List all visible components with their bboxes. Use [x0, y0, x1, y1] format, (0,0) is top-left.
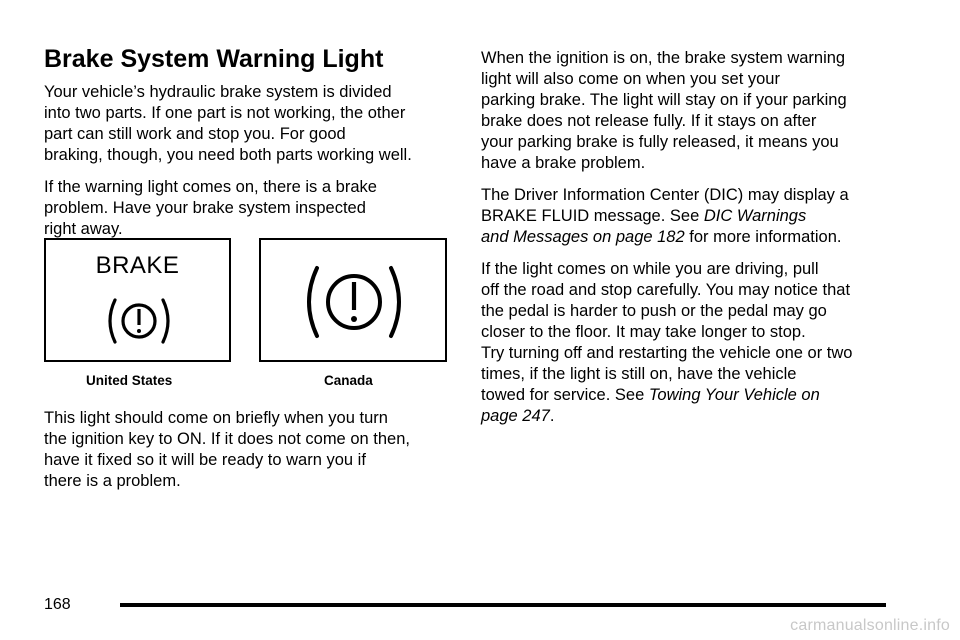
- canada-brake-symbol: [259, 238, 447, 362]
- brake-warning-exclamation-icon: [299, 260, 409, 344]
- brake-warning-exclamation-icon: [101, 292, 177, 348]
- footer-rule: [120, 603, 886, 607]
- parking-brake-paragraph: When the ignition is on, the brake system warning light will also come on when you set your parking brake. The light will stay on if your parking brake does not release fully. If it stays on after your parking brake is fully released, it means you have a brake problem.: [481, 49, 847, 172]
- brake-label: BRAKE: [95, 252, 180, 279]
- towing-link-cont[interactable]: page 247: [481, 407, 550, 425]
- dic-warnings-link[interactable]: DIC Warnings: [703, 207, 807, 225]
- ignition-paragraph: This light should come on briefly when you turn the ignition key to ON. If it does not come on then, have it fixed so it will be ready to warn you if there is a problem.: [44, 409, 410, 490]
- towing-link[interactable]: Towing Your Vehicle on: [648, 386, 820, 404]
- us-brake-symbol: [44, 238, 231, 362]
- brake-light-figure: [44, 238, 448, 392]
- dic-warnings-link-cont[interactable]: and Messages on page 182: [481, 228, 685, 246]
- dic-paragraph: The Driver Information Center (DIC) may display a BRAKE FLUID message. See DIC Warnings and Messages on page 182 for more information.: [481, 186, 849, 246]
- warning-paragraph: If the warning light comes on, there is a brake problem. Have your brake system inspected right away.: [44, 178, 377, 238]
- left-column-lower: [44, 408, 454, 503]
- canada-caption: Canada: [324, 373, 373, 388]
- page-number: 168: [44, 596, 71, 613]
- driving-paragraph: If the light comes on while you are driving, pull off the road and stop carefully. You may notice that the pedal is harder to push or the pedal may go closer to the floor. It may take longer to stop. Try turning off and restarting the vehicle one or two times, if the light is still on, have the vehicle towed for service. See Towing Your Vehicle on page 247.: [481, 260, 853, 425]
- page-title: Brake System Warning Light: [44, 45, 384, 73]
- left-column: [44, 82, 454, 251]
- watermark: carmanualsonline.info: [790, 617, 950, 634]
- intro-paragraph: Your vehicle’s hydraulic brake system is divided into two parts. If one part is not working, the other part can still work and stop you. For good braking, though, you need both parts working well.: [44, 83, 412, 164]
- right-column: [481, 48, 901, 438]
- us-caption: United States: [86, 373, 173, 388]
